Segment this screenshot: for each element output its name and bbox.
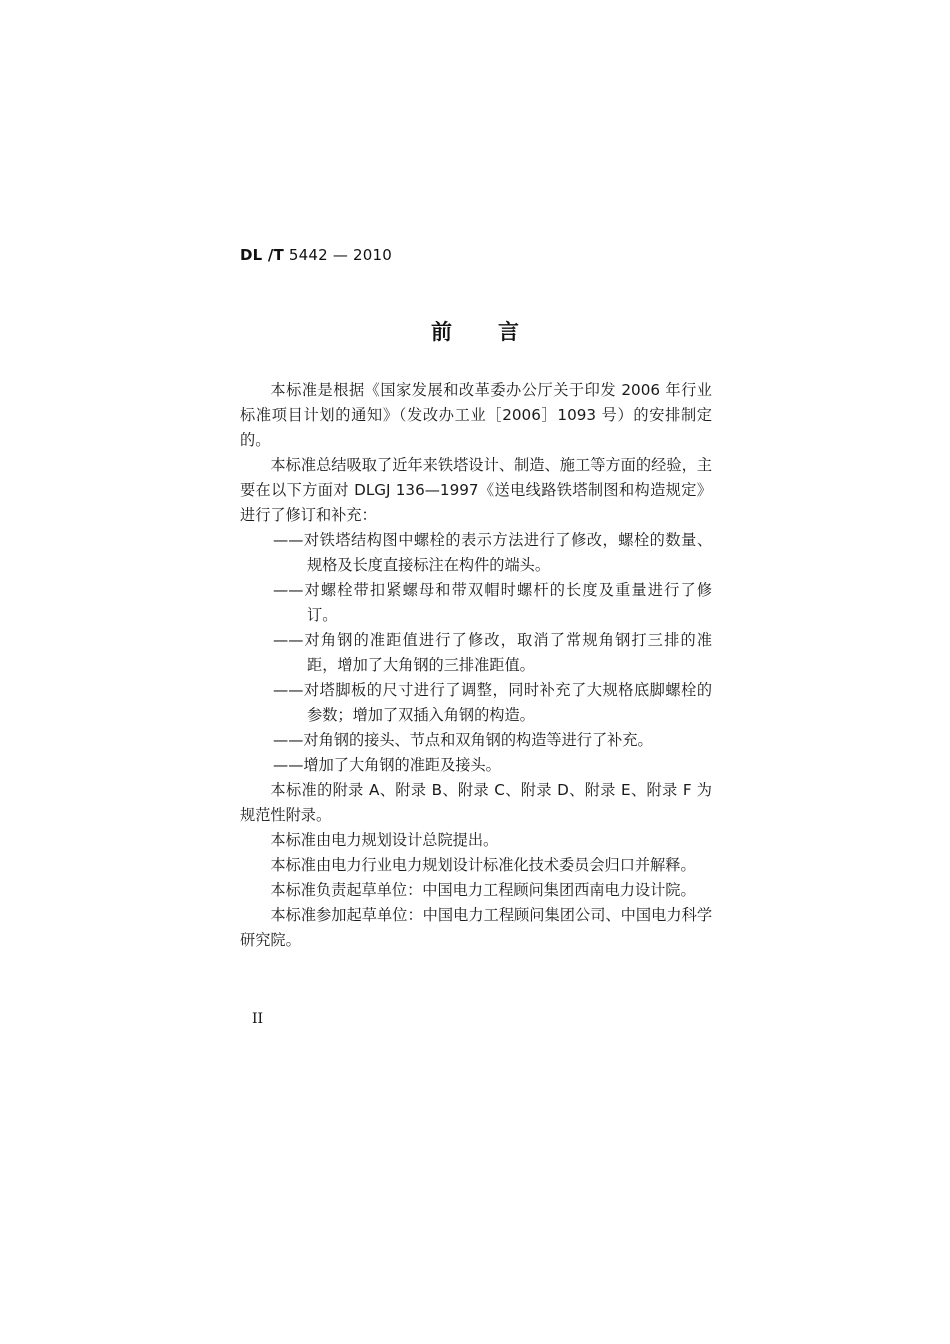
list-item: ——对塔脚板的尺寸进行了调整，同时补充了大规格底脚螺栓的参数；增加了双插入角钢的构造。 [273,681,712,724]
list-item: ——增加了大角钢的准距及接头。 [273,756,501,774]
standard-code-prefix: DL /T [240,246,284,264]
paragraph: 本标准负责起草单位：中国电力工程顾问集团西南电力设计院。 [270,881,696,899]
paragraph: 本标准是根据《国家发展和改革委办公厅关于印发 2006 年行业标准项目计划的通知》（发改办工业［2006］1093 号）的安排制定的。 [240,381,712,449]
foreword-body [240,378,712,953]
list-item: ——对角钢的准距值进行了修改，取消了常规角钢打三排的准距，增加了大角钢的三排准距值。 [273,631,712,674]
paragraph: 本标准总结吸取了近年来铁塔设计、制造、施工等方面的经验，主要在以下方面对 DLGJ 136—1997《送电线路铁塔制图和构造规定》进行了修订和补充： [240,456,712,524]
page-title: 前言 [431,320,565,344]
list-item: ——对铁塔结构图中螺栓的表示方法进行了修改，螺栓的数量、规格及长度直接标注在构件的端头。 [273,531,712,574]
paragraph: 本标准的附录 A、附录 B、附录 C、附录 D、附录 E、附录 F 为规范性附录。 [240,781,712,824]
paragraph: 本标准由电力规划设计总院提出。 [270,831,499,849]
standard-code [240,246,392,264]
standard-code-number: 5442 — 2010 [288,246,393,264]
paragraph: 本标准参加起草单位：中国电力工程顾问集团公司、中国电力科学研究院。 [240,906,712,949]
paragraph: 本标准由电力行业电力规划设计标准化技术委员会归口并解释。 [270,856,696,874]
page-number: II [252,1011,264,1027]
list-item: ——对角钢的接头、节点和双角钢的构造等进行了补充。 [273,731,653,749]
list-item: ——对螺栓带扣紧螺母和带双帽时螺杆的长度及重量进行了修订。 [273,581,712,624]
